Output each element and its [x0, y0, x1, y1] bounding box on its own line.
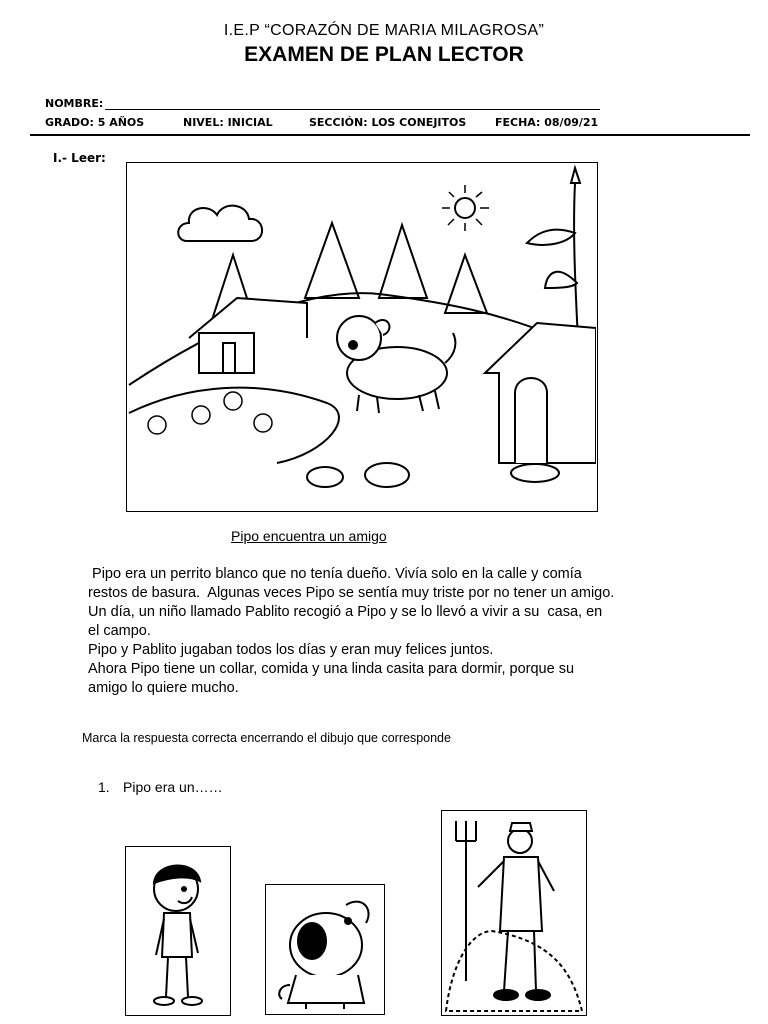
story-line: Ahora Pipo tiene un collar, comida y una linda casita para dormir, porque su [88, 661, 575, 677]
story-line: Pipo y Pablito jugaban todos los días y eran muy felices juntos. [88, 642, 494, 658]
question-number: 1. [98, 779, 110, 795]
nombre-label: NOMBRE: [45, 97, 104, 110]
instruction-text: Marca la respuesta correcta encerrando el dibujo que corresponde [82, 731, 451, 745]
option-dog-image[interactable] [265, 884, 385, 1015]
section-label: I.- Leer: [53, 151, 106, 165]
header-rule [30, 134, 750, 136]
story-line: Pipo era un perrito blanco que no tenía dueño. Vivía solo en la calle y comía [88, 566, 582, 582]
story-line: amigo lo quiere mucho. [88, 680, 239, 696]
option-boy-image[interactable] [125, 846, 231, 1016]
story-title: Pipo encuentra un amigo [231, 528, 387, 544]
seccion-label: SECCIÓN: LOS CONEJITOS [309, 116, 467, 129]
option-farmer-image[interactable] [441, 810, 587, 1016]
nombre-line[interactable] [105, 109, 600, 110]
fecha-label: FECHA: 08/09/21 [495, 116, 599, 129]
story-line: restos de basura. Algunas veces Pipo se sentía muy triste por no tener un amigo. [88, 585, 615, 601]
exam-title: EXAMEN DE PLAN LECTOR [244, 43, 524, 66]
question-1 [98, 779, 223, 795]
story-line: Un día, un niño llamado Pablito recogió a Pipo y se lo llevó a vivir a su casa, en [88, 604, 603, 620]
nivel-label: NIVEL: INICIAL [183, 116, 273, 129]
grado-label: GRADO: 5 AÑOS [45, 116, 145, 129]
question-text: Pipo era un…… [123, 779, 223, 795]
story-line: el campo. [88, 623, 151, 639]
story-illustration [126, 162, 598, 512]
story-text [88, 565, 688, 698]
school-name: I.E.P “CORAZÓN DE MARIA MILAGROSA” [223, 22, 545, 39]
